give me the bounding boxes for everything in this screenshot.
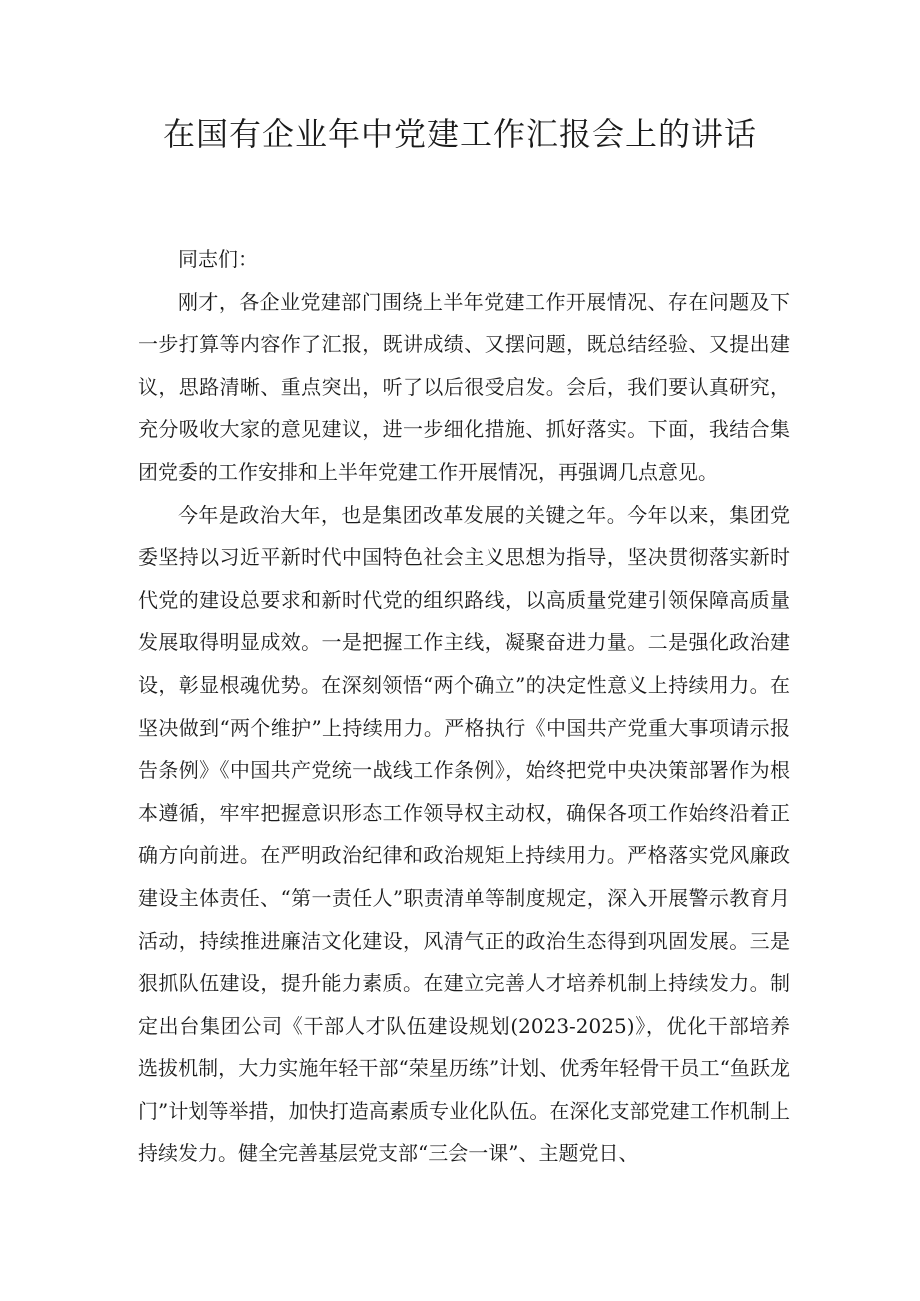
paragraph: 今年是政治大年，也是集团改革发展的关键之年。今年以来，集团党委坚持以习近平新时代中国特色社会主义思想为指导，坚决贯彻落实新时代党的建设总要求和新时代党的组织路线，以高质量党建引领保障高质量发展取得明显成效。一是把握工作主线，凝聚奋进力量。二是强化政治建设，彰显根魂优势。在深刻领悟“两个确立”的决定性意义上持续用力。在坚决做到“两个维护”上持续用力。严格执行《中国共产党重大事项请示报告条例》《中国共产党统一战线工作条例》，始终把党中央决策部署作为根本遵循，牢牢把握意识形态工作领导权主动权，确保各项工作始终沿着正确方向前进。在严明政治纪律和政治规矩上持续用力。严格落实党风廉政建设主体责任、“第一责任人”职责清单等制度规定，深入开展警示教育月活动，持续推进廉洁文化建设，风清气正的政治生态得到巩固发展。三是狠抓队伍建设，提升能力素质。在建立完善人才培养机制上持续发力。制定出台集团公司《干部人才队伍建设规划(2023-2025)》，优化干部培养选拔机制，大力实施年轻干部“荣星历练”计划、优秀年轻骨干员工“鱼跃龙门”计划等举措，加快打造高素质专业化队伍。在深化支部党建工作机制上持续发力。健全完善基层党支部“三会一课”、主题党日、 <box>138 502 790 1166</box>
document-body <box>138 238 790 1175</box>
document-title: 在国有企业年中党建工作汇报会上的讲话 <box>162 115 757 153</box>
paragraph: 刚才，各企业党建部门围绕上半年党建工作开展情况、存在问题及下一步打算等内容作了汇报，既讲成绩、又摆问题，既总结经验、又提出建议，思路清晰、重点突出，听了以后很受启发。会后，我们要认真研究，充分吸收大家的意见建议，进一步细化措施、抓好落实。下面，我结合集团党委的工作安排和上半年党建工作开展情况，再强调几点意见。 <box>138 289 790 484</box>
salutation: 同志们： <box>178 247 258 271</box>
